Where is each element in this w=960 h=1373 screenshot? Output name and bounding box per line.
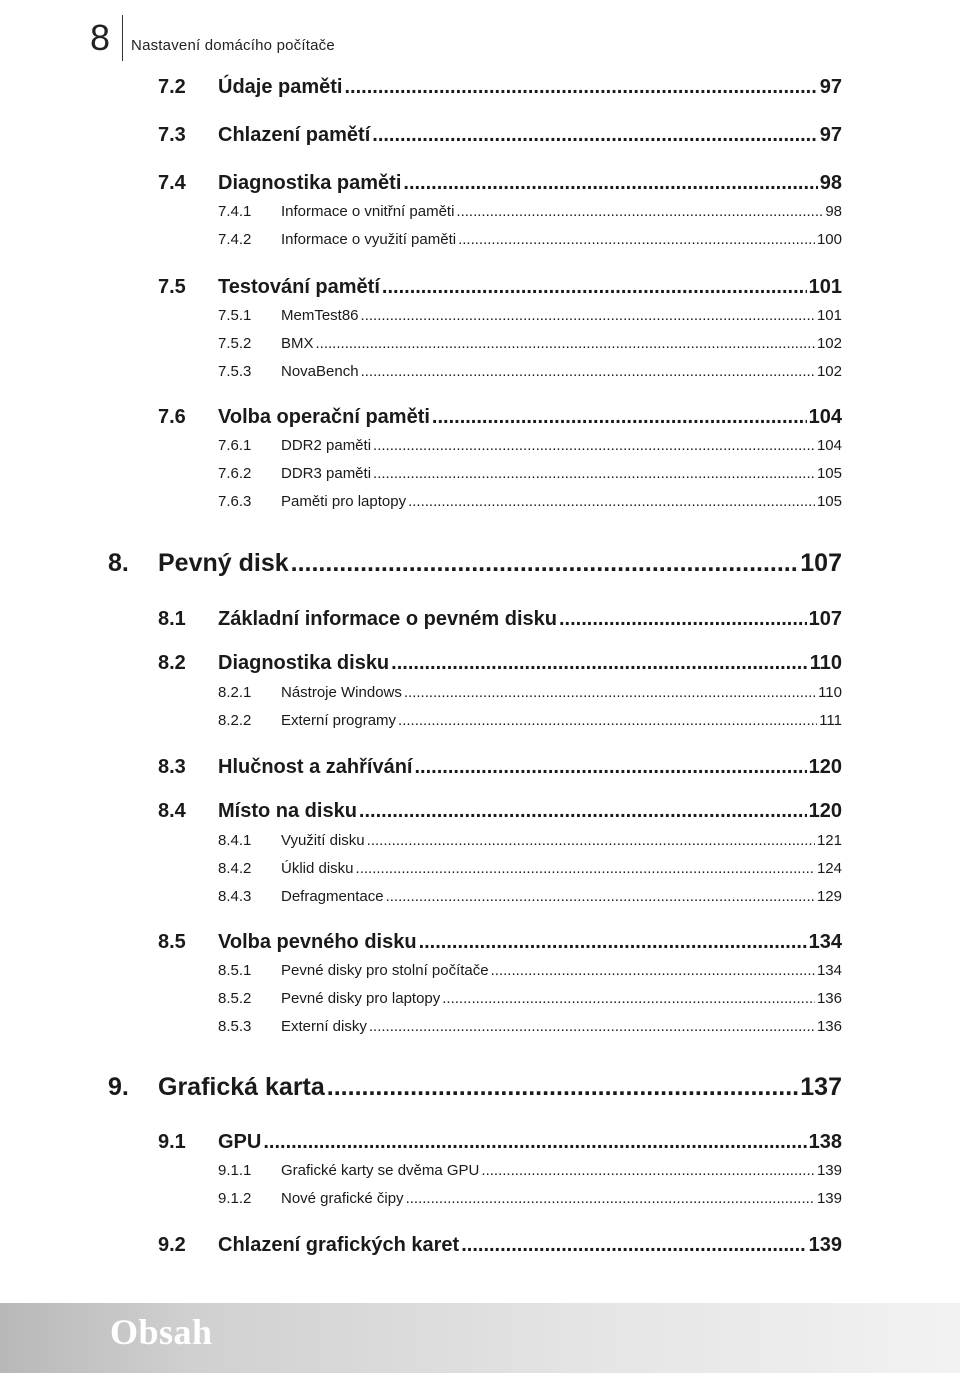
toc-entry-sec [158, 406, 842, 429]
toc-dot-leader [442, 990, 815, 1007]
toc-dot-leader [373, 465, 815, 482]
toc-entry-sub [218, 712, 842, 729]
toc-entry-page: 134 [808, 931, 842, 953]
toc-dot-leader [456, 203, 823, 220]
toc-entry-number: 9.1 [158, 1131, 186, 1153]
toc-entry-page: 120 [808, 800, 842, 822]
toc-dot-leader [369, 1018, 815, 1035]
page-number: 8 [90, 17, 111, 58]
toc-dot-leader [391, 652, 808, 675]
toc-dot-leader [491, 962, 815, 979]
toc-entry-title: Diagnostika disku [218, 652, 390, 674]
toc-dot-leader [398, 712, 817, 729]
toc-entry-number: 8.4.2 [218, 860, 252, 877]
toc-entry-number: 9.2 [158, 1234, 186, 1256]
toc-entry-title: Informace o vnitřní paměti [281, 203, 455, 220]
toc-entry-title: DDR3 paměti [281, 465, 372, 482]
toc-entry-number: 7.2 [158, 76, 186, 98]
toc-entry-title: Pevné disky pro laptopy [281, 990, 441, 1007]
toc-entry-page: 101 [816, 307, 842, 324]
toc-dot-leader [386, 888, 815, 905]
toc-entry-title: Nástroje Windows [281, 684, 402, 701]
toc-entry-number: 8.4.1 [218, 832, 252, 849]
toc-entry-page: 105 [816, 493, 842, 510]
toc-entry-sec [158, 931, 842, 954]
toc-entry-sec [158, 652, 842, 675]
toc-entry-sub [218, 962, 842, 979]
toc-entry-sub [218, 832, 842, 849]
toc-entry-number: 9.1.1 [218, 1162, 252, 1179]
toc-entry-number: 8.4 [158, 800, 186, 822]
footer-label: Obsah [110, 1312, 213, 1352]
toc-entry-title: Externí disky [281, 1018, 367, 1035]
toc-entry-sub [218, 1190, 842, 1207]
toc-dot-leader [367, 832, 815, 849]
toc-entry-page: 136 [816, 990, 842, 1007]
toc-entry-title: Základní informace o pevném disku [218, 608, 557, 630]
toc-entry-title: Úklid disku [281, 860, 354, 877]
toc-dot-leader [361, 363, 815, 380]
toc-entry-page: 111 [819, 712, 842, 729]
toc-entry-sub [218, 307, 842, 324]
toc-dot-leader [461, 1234, 806, 1257]
toc-entry-page: 101 [808, 276, 842, 298]
toc-dot-leader [316, 335, 815, 352]
toc-entry-title: Grafická karta [158, 1073, 325, 1101]
toc-entry-page: 139 [816, 1162, 842, 1179]
toc-entry-sec [158, 172, 842, 195]
toc-dot-leader [361, 307, 815, 324]
toc-dot-leader [372, 124, 817, 147]
toc-entry-ch [108, 549, 842, 578]
toc-entry-sec [158, 1131, 842, 1154]
toc-entry-title: Nové grafické čipy [281, 1190, 404, 1207]
toc-entry-page: 107 [808, 608, 842, 630]
toc-entry-title: Pevné disky pro stolní počítače [281, 962, 489, 979]
toc-entry-title: Využití disku [281, 832, 365, 849]
toc-entry-number: 7.4.2 [218, 231, 252, 248]
toc-entry-page: 107 [800, 549, 842, 577]
toc-entry-page: 139 [816, 1190, 842, 1207]
toc-entry-page: 102 [816, 335, 842, 352]
toc-entry-title: Defragmentace [281, 888, 384, 905]
toc-entry-number: 9.1.2 [218, 1190, 252, 1207]
toc-dot-leader [327, 1073, 799, 1102]
toc-entry-sub [218, 684, 842, 701]
toc-entry-page: 105 [816, 465, 842, 482]
toc-dot-leader [291, 549, 799, 578]
toc-entry-number: 8.1 [158, 608, 186, 630]
toc-entry-number: 7.5.2 [218, 335, 252, 352]
toc-entry-title: Pevný disk [158, 549, 289, 577]
toc-entry-sub [218, 203, 842, 220]
toc-entry-number: 8.2.1 [218, 684, 252, 701]
toc-entry-page: 139 [808, 1234, 842, 1256]
toc-dot-leader [432, 406, 807, 429]
toc-dot-leader [403, 172, 817, 195]
toc-entry-number: 8.5.1 [218, 962, 252, 979]
toc-entry-sec [158, 76, 842, 99]
toc-entry-sec [158, 124, 842, 147]
toc-dot-leader [359, 800, 807, 823]
toc-entry-title: GPU [218, 1131, 262, 1153]
toc-entry-sec [158, 608, 842, 631]
toc-entry-page: 124 [816, 860, 842, 877]
toc-entry-page: 97 [819, 124, 842, 146]
toc-entry-number: 7.5 [158, 276, 186, 298]
toc-entry-title: Chlazení pamětí [218, 124, 371, 146]
toc-entry-number: 8.2 [158, 652, 186, 674]
toc-entry-sub [218, 231, 842, 248]
toc-entry-sub [218, 860, 842, 877]
toc-entry-page: 129 [816, 888, 842, 905]
toc-dot-leader [404, 684, 816, 701]
toc-entry-title: Chlazení grafických karet [218, 1234, 460, 1256]
toc-entry-number: 7.5.3 [218, 363, 252, 380]
toc-dot-leader [406, 1190, 815, 1207]
toc-entry-number: 8.4.3 [218, 888, 252, 905]
toc-entry-number: 9. [108, 1073, 129, 1101]
toc-entry-title: Volba pevného disku [218, 931, 417, 953]
toc-entry-title: Grafické karty se dvěma GPU [281, 1162, 480, 1179]
toc-entry-number: 8. [108, 549, 129, 577]
toc-dot-leader [382, 276, 807, 299]
toc-dot-leader [344, 76, 817, 99]
toc-entry-number: 8.5.3 [218, 1018, 252, 1035]
toc-entry-title: Volba operační paměti [218, 406, 430, 428]
toc-dot-leader [419, 931, 807, 954]
toc-entry-number: 7.5.1 [218, 307, 252, 324]
toc-entry-sec [158, 800, 842, 823]
toc-entry-sub [218, 437, 842, 454]
toc-entry-title: Místo na disku [218, 800, 357, 822]
toc-entry-title: Externí programy [281, 712, 397, 729]
toc-entry-page: 110 [809, 652, 842, 674]
toc-entry-number: 8.2.2 [218, 712, 252, 729]
toc-entry-number: 7.3 [158, 124, 186, 146]
toc-entry-title: BMX [281, 335, 314, 352]
toc-entry-page: 100 [816, 231, 842, 248]
toc-entry-sub [218, 493, 842, 510]
toc-entry-sub [218, 335, 842, 352]
toc-entry-title: Testování pamětí [218, 276, 380, 298]
toc-dot-leader [356, 860, 815, 877]
toc-entry-page: 102 [816, 363, 842, 380]
toc-entry-title: Informace o využití paměti [281, 231, 457, 248]
toc-entry-number: 8.5 [158, 931, 186, 953]
toc-dot-leader [559, 608, 807, 631]
toc-entry-sub [218, 465, 842, 482]
toc-entry-sub [218, 888, 842, 905]
toc-entry-title: MemTest86 [281, 307, 359, 324]
running-title: Nastavení domácího počítače [131, 37, 335, 54]
toc-entry-page: 98 [819, 172, 842, 194]
toc-entry-title: Hlučnost a zahřívání [218, 756, 413, 778]
toc-dot-leader [373, 437, 815, 454]
toc-entry-title: Paměti pro laptopy [281, 493, 407, 510]
toc-entry-sec [158, 756, 842, 779]
toc-entry-title: Diagnostika paměti [218, 172, 402, 194]
toc-entry-number: 8.5.2 [218, 990, 252, 1007]
toc-dot-leader [408, 493, 815, 510]
toc-entry-number: 7.6.3 [218, 493, 252, 510]
toc-dot-leader [458, 231, 815, 248]
toc-entry-number: 7.6.2 [218, 465, 252, 482]
toc-entry-page: 97 [819, 76, 842, 98]
toc-entry-number: 7.4.1 [218, 203, 252, 220]
toc-entry-sub [218, 1018, 842, 1035]
toc-entry-number: 7.6 [158, 406, 186, 428]
toc-entry-sec [158, 276, 842, 299]
toc-entry-number: 7.4 [158, 172, 186, 194]
toc-entry-title: Údaje paměti [218, 76, 343, 98]
toc-entry-title: DDR2 paměti [281, 437, 372, 454]
toc-entry-page: 98 [825, 203, 842, 220]
toc-entry-title: NovaBench [281, 363, 359, 380]
toc-entry-page: 121 [816, 832, 842, 849]
toc-entry-ch [108, 1073, 842, 1102]
toc-entry-sub [218, 1162, 842, 1179]
toc-dot-leader [415, 756, 807, 779]
toc-entry-page: 136 [816, 1018, 842, 1035]
toc-entry-page: 137 [800, 1073, 842, 1101]
toc-entry-number: 8.3 [158, 756, 186, 778]
toc-dot-leader [481, 1162, 815, 1179]
toc-entry-sub [218, 363, 842, 380]
toc-entry-page: 138 [808, 1131, 842, 1153]
toc-entry-number: 7.6.1 [218, 437, 252, 454]
toc-entry-page: 104 [808, 406, 842, 428]
toc-entry-sec [158, 1234, 842, 1257]
toc-entry-page: 120 [808, 756, 842, 778]
toc-entry-page: 104 [816, 437, 842, 454]
toc-entry-sub [218, 990, 842, 1007]
toc-dot-leader [263, 1131, 806, 1154]
toc-entry-page: 110 [818, 684, 842, 701]
toc-entry-page: 134 [816, 962, 842, 979]
